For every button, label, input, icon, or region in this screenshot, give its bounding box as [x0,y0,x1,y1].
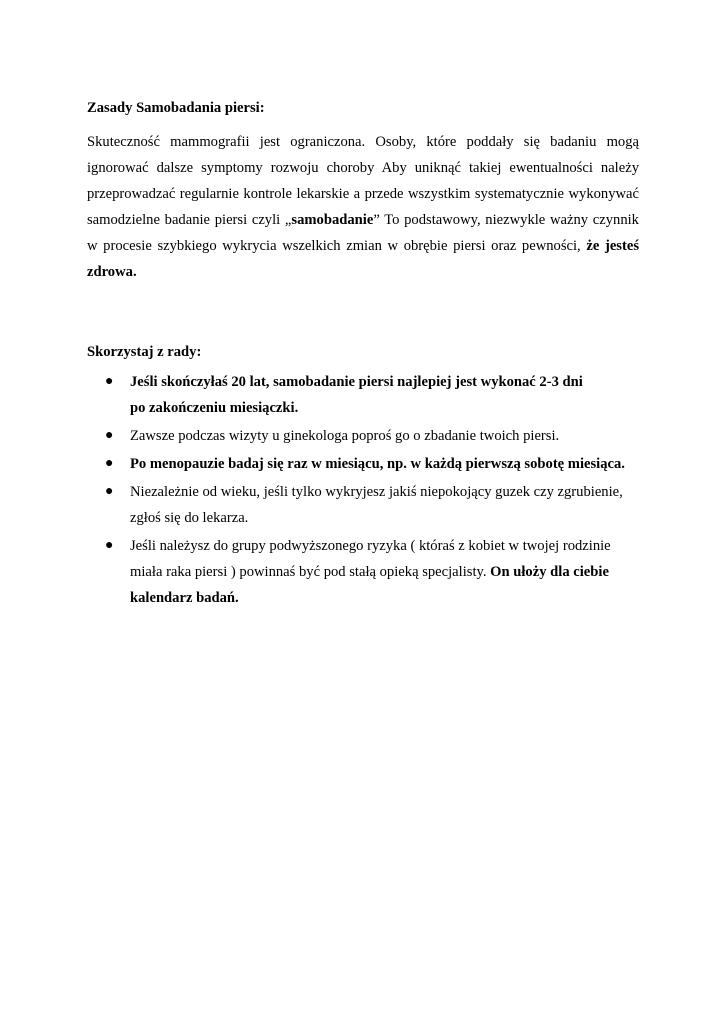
list-item [87,533,639,611]
list-item-text: Jeśli należysz do grupy podwyższonego ryzyka ( któraś z kobiet w twojej rodzinie miała raka piersi ) powinnaś być pod stałą opieką specjalisty. On ułoży dla ciebie kalendarz badań. [130,538,611,606]
bullet-icon: ● [105,428,114,443]
intro-term-bold: samobadanie [291,212,374,228]
list-item-text: Niezależnie od wieku, jeśli tylko wykryjesz jakiś niepokojący guzek czy zgrubienie, zgłoś się do lekarza. [130,484,623,526]
bullet-icon: ● [105,484,114,499]
intro-paragraph [87,129,639,285]
list-item [87,369,639,421]
bullet-icon: ● [105,374,114,389]
section-heading-advice: Skorzystaj z rady: [87,344,202,360]
list-item [87,423,639,449]
list-item-text: Zawsze podczas wizyty u ginekologa poproś go o zbadanie twoich piersi. [130,428,560,444]
intro-emphasis-bold: że jesteś zdrowa. [87,238,639,280]
intro-text-part1: Skuteczność mammografii jest ograniczona. Osoby, które poddały się badaniu mogą ignorować dalsze symptomy rozwoju choroby Aby uniknąć takiej ewentualności należy przeprowadzać regularnie kontrole lekarskie a przede wszystkim systematycznie wykonywać samodzielne badanie piersi czyli „ [87,134,639,228]
intro-text-part2: ” To podstawowy, niezwykle ważny czynnik w procesie szybkiego wykrycia wszelkich zmian w obrębie piersi oraz pewności, [87,212,639,254]
document-page [87,95,639,613]
bullet-icon: ● [105,538,114,553]
section-spacer [87,285,639,339]
advice-list [87,369,639,611]
bullet-icon: ● [105,456,114,471]
list-item-text-bold: On ułoży dla ciebie kalendarz badań. [130,564,609,606]
list-item [87,451,639,477]
list-item-text-bold: Po menopauzie badaj się raz w miesiącu, np. w każdą pierwszą sobotę miesiąca. [130,456,625,472]
list-item-text-bold: Jeśli skończyłaś 20 lat, samobadanie piersi najlepiej jest wykonać 2-3 dni po zakończeniu miesiączki. [130,374,583,416]
section-heading-self-exam: Zasady Samobadania piersi: [87,100,265,116]
list-item [87,479,639,531]
